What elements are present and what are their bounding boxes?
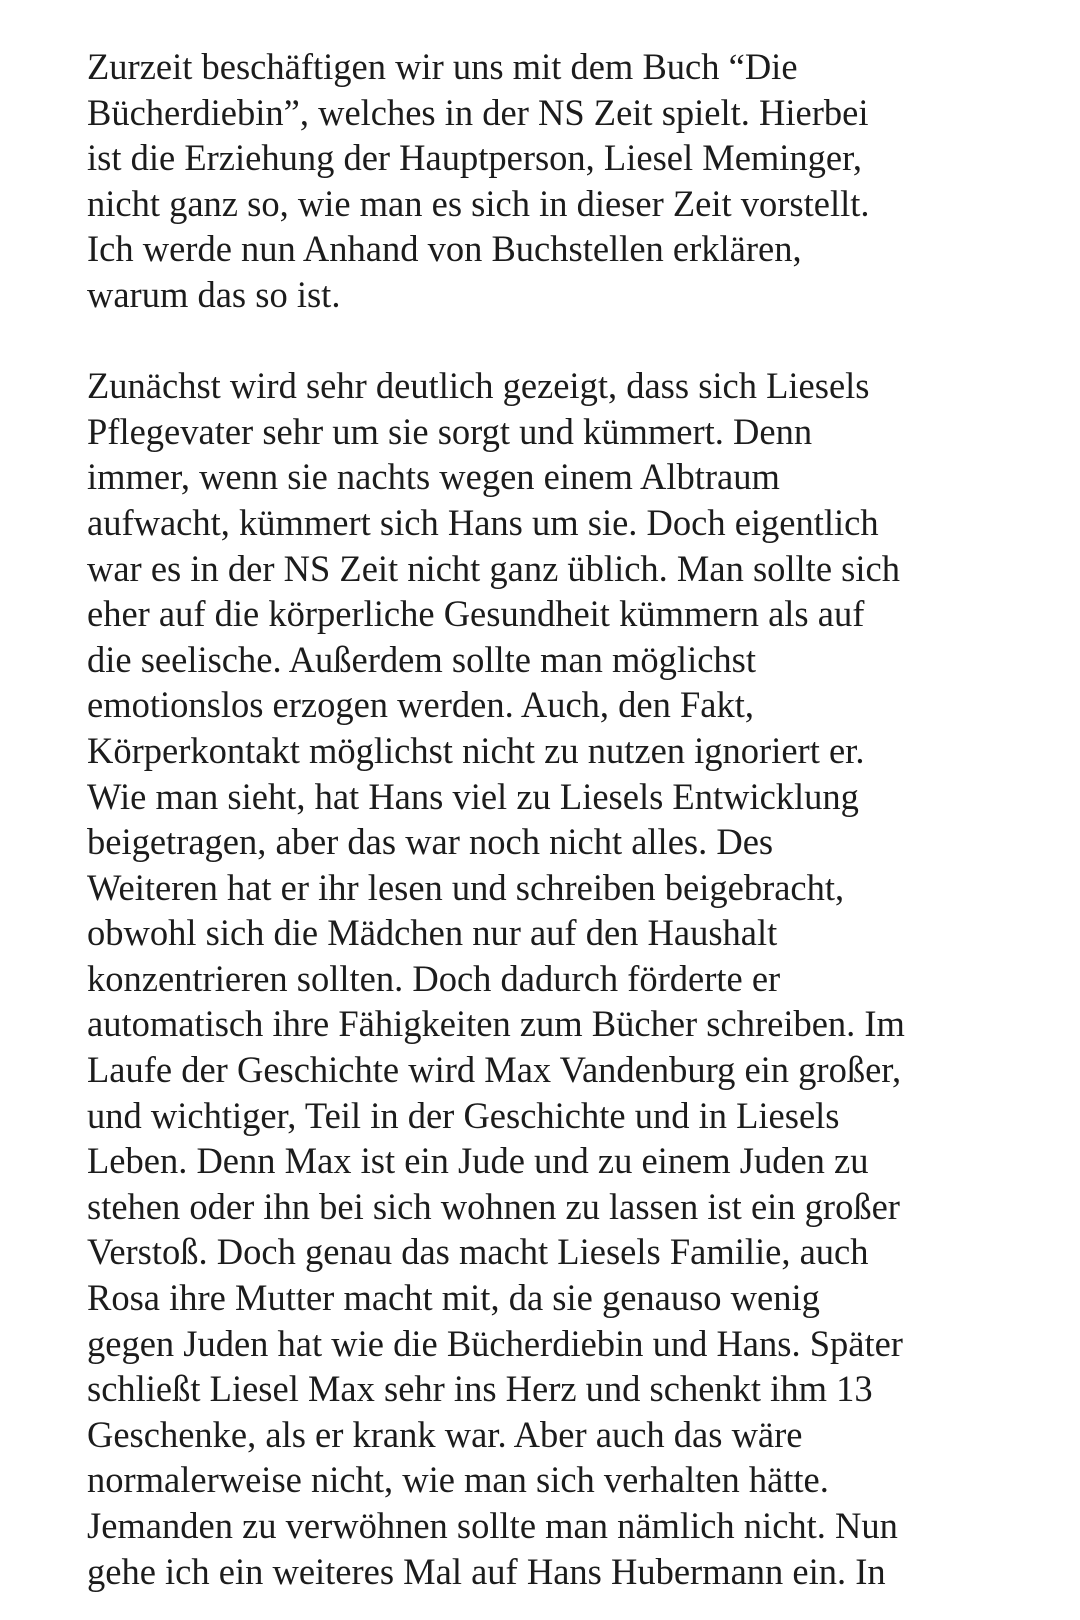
paragraph-intro	[87, 44, 1007, 318]
text-line: und wichtiger, Teil in der Geschichte und in Liesels	[87, 1094, 840, 1136]
text-line: die seelische. Außerdem sollte man möglichst	[87, 638, 757, 680]
text-line: Rosa ihre Mutter macht mit, da sie genauso wenig	[87, 1277, 820, 1319]
text-line: Ich werde nun Anhand von Buchstellen erklären,	[87, 228, 802, 270]
text-line: Zurzeit beschäftigen wir uns mit dem Buch “Die	[87, 46, 798, 87]
text-line: Laufe der Geschichte wird Max Vandenburg ein großer,	[87, 1049, 902, 1091]
paragraph-main	[87, 363, 1007, 1594]
text-line: gegen Juden hat wie die Bücherdiebin und Hans. Später	[87, 1322, 903, 1364]
text-line: emotionslos erzogen werden. Auch, den Fakt,	[87, 684, 754, 726]
text-line: Leben. Denn Max ist ein Jude und zu einem Juden zu	[87, 1140, 869, 1182]
text-line: obwohl sich die Mädchen nur auf den Haushalt	[87, 912, 778, 954]
text-line: immer, wenn sie nachts wegen einem Albtraum	[87, 456, 780, 498]
text-line: Verstoß. Doch genau das macht Liesels Familie, auch	[87, 1231, 869, 1273]
text-line: Weiteren hat er ihr lesen und schreiben beigebracht,	[87, 866, 845, 908]
text-line: stehen oder ihn bei sich wohnen zu lassen ist ein großer	[87, 1185, 900, 1227]
text-line: normalerweise nicht, wie man sich verhalten hätte.	[87, 1459, 829, 1501]
text-line: konzentrieren sollten. Doch dadurch förderte er	[87, 957, 781, 999]
text-line: warum das so ist.	[87, 273, 341, 315]
text-line: gehe ich ein weiteres Mal auf Hans Hubermann ein. In	[87, 1550, 886, 1592]
text-line: beigetragen, aber das war noch nicht alles. Des	[87, 821, 774, 863]
text-line: Pflegevater sehr um sie sorgt und kümmert. Denn	[87, 410, 813, 452]
text-line: Jemanden zu verwöhnen sollte man nämlich nicht. Nun	[87, 1505, 898, 1546]
text-line: war es in der NS Zeit nicht ganz üblich. Man sollte sich	[87, 547, 900, 589]
document-body	[87, 44, 1007, 1594]
text-line: Bücherdiebin”, welches in der NS Zeit spielt. Hierbei	[87, 91, 869, 133]
text-line: Wie man sieht, hat Hans viel zu Liesels Entwicklung	[87, 775, 859, 817]
text-line: nicht ganz so, wie man es sich in dieser Zeit vorstellt.	[87, 182, 870, 224]
text-line: Körperkontakt möglichst nicht zu nutzen ignoriert er.	[87, 729, 865, 771]
text-line: schließt Liesel Max sehr ins Herz und schenkt ihm 13	[87, 1368, 873, 1410]
text-line: ist die Erziehung der Hauptperson, Liesel Meminger,	[87, 137, 862, 179]
text-line: aufwacht, kümmert sich Hans um sie. Doch eigentlich	[87, 501, 879, 543]
text-line: automatisch ihre Fähigkeiten zum Bücher schreiben. Im	[87, 1003, 905, 1045]
text-line: eher auf die körperliche Gesundheit kümmern als auf	[87, 593, 865, 635]
paragraph-spacer	[87, 318, 1007, 364]
text-line: Geschenke, als er krank war. Aber auch das wäre	[87, 1413, 803, 1455]
text-line: Zunächst wird sehr deutlich gezeigt, dass sich Liesels	[87, 365, 870, 407]
